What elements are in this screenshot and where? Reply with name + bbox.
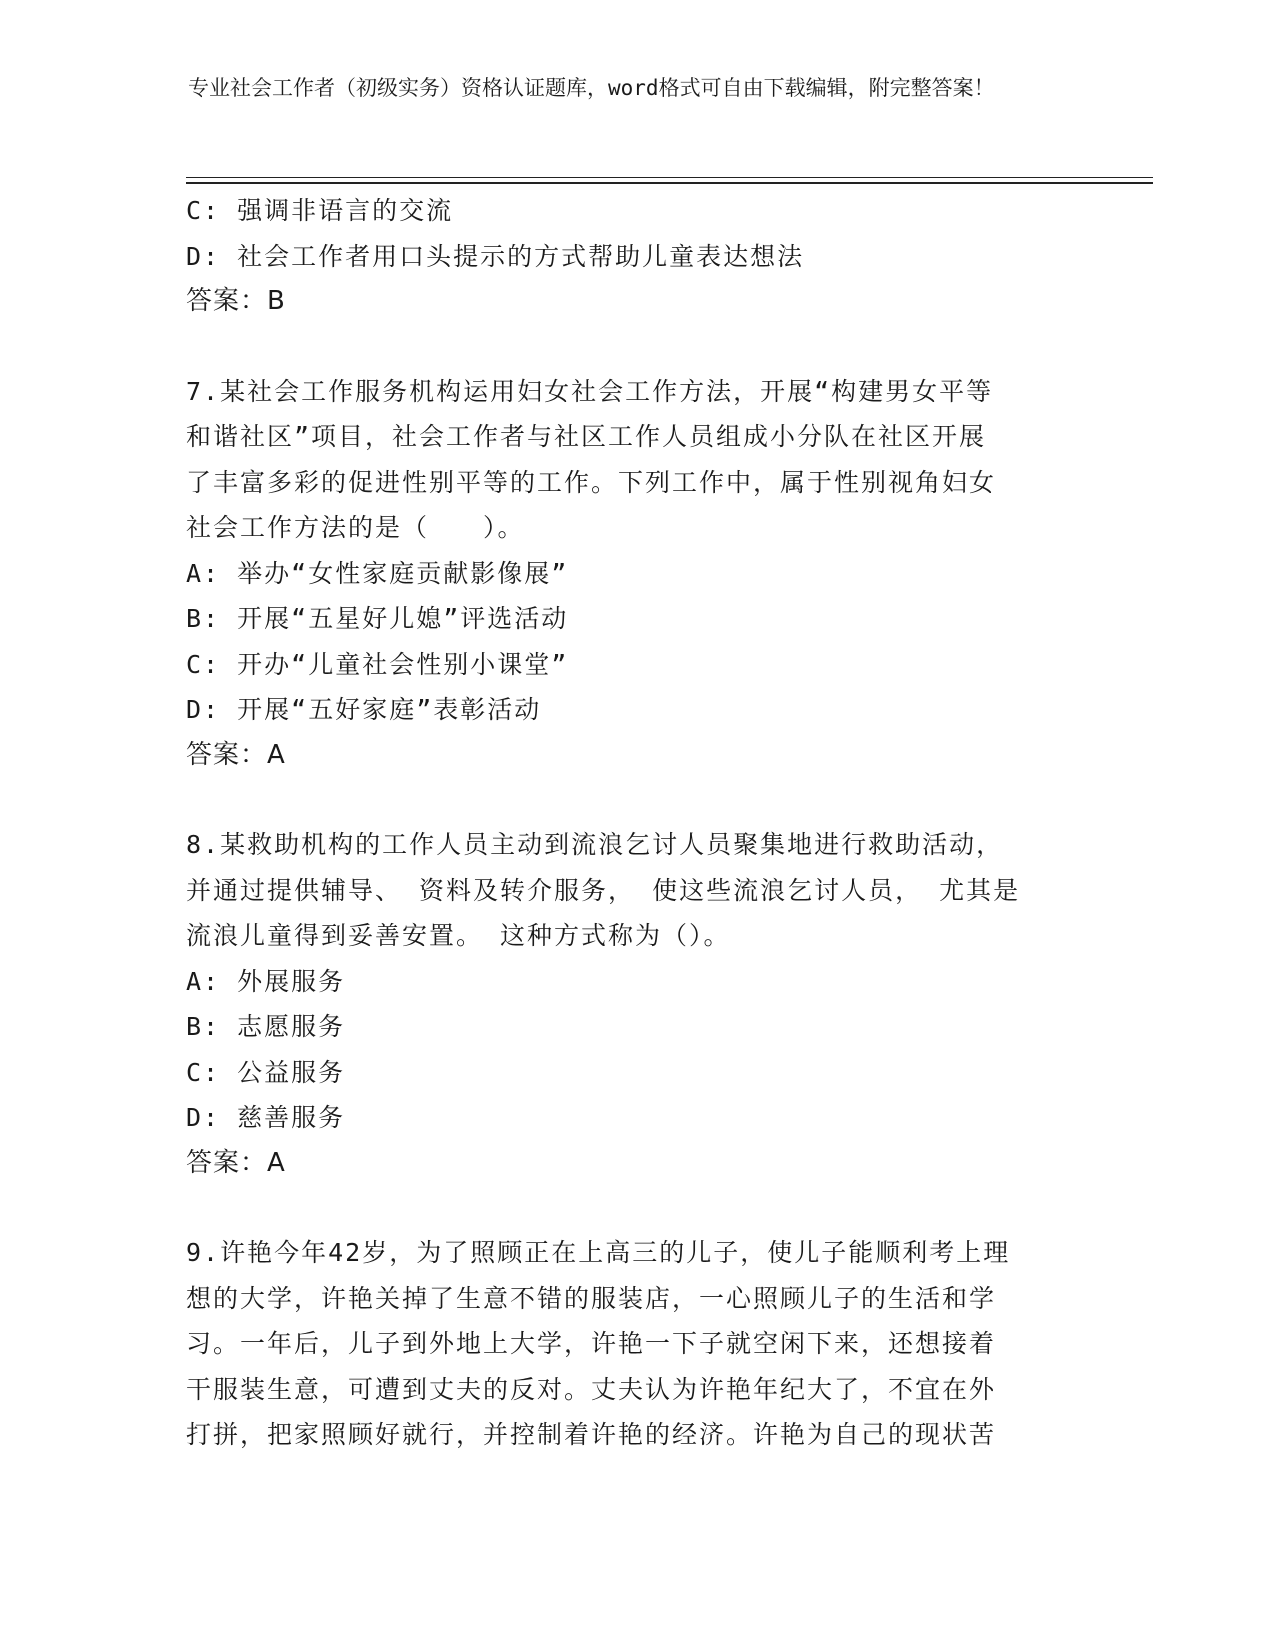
answer: 答案：B	[186, 286, 286, 316]
document-header	[188, 73, 1068, 104]
option-b: B: 志愿服务	[186, 1012, 346, 1041]
option-d: D: 慈善服务	[186, 1103, 346, 1132]
question-stem-line: 流浪儿童得到妥善安置。 这种方式称为（）。	[186, 921, 731, 950]
question-content	[186, 188, 1086, 1458]
option-b: B: 开展“五星好儿媳”评选活动	[186, 604, 569, 633]
option-d: D: 开展“五好家庭”表彰活动	[186, 695, 542, 724]
option-c: C: 强调非语言的交流	[186, 196, 454, 225]
option-a: A: 举办“女性家庭贡献影像展”	[186, 558, 569, 588]
option-c: C: 公益服务	[186, 1057, 346, 1087]
question-stem-line: 和谐社区”项目，社会工作者与社区工作人员组成小分队在社区开展	[186, 422, 987, 451]
header-rule-thick	[186, 182, 1153, 184]
carryover-question	[186, 188, 1086, 325]
spacer	[186, 778, 1086, 822]
question-stem-line: 7.某社会工作服务机构运用妇女社会工作方法，开展“构建男女平等	[186, 376, 994, 406]
question-stem-line: 习。一年后，儿子到外地上大学，许艳一下子就空闲下来，还想接着	[186, 1329, 997, 1358]
spacer	[186, 325, 1086, 369]
question-stem-line: 并通过提供辅导、 资料及转介服务， 使这些流浪乞讨人员， 尤其是	[186, 875, 1021, 905]
question-9	[186, 1230, 1086, 1458]
question-stem-line: 想的大学，许艳关掉了生意不错的服装店，一心照顾儿子的生活和学	[186, 1283, 997, 1313]
option-d: D: 社会工作者用口头提示的方式帮助儿童表达想法	[186, 241, 805, 271]
header-rule-thin	[186, 177, 1153, 178]
question-stem-line: 干服装生意，可遭到丈夫的反对。丈夫认为许艳年纪大了，不宜在外	[186, 1374, 997, 1404]
spacer	[186, 1186, 1086, 1230]
answer: 答案：A	[186, 1147, 286, 1178]
header-text: 专业社会工作者（初级实务）资格认证题库，word格式可自由下载编辑，附完整答案！	[188, 76, 995, 100]
question-8	[186, 822, 1086, 1186]
option-a: A: 外展服务	[186, 966, 346, 996]
question-stem-line: 打拼，把家照顾好就行，并控制着许艳的经济。许艳为自己的现状苦	[186, 1420, 997, 1449]
question-stem-line: 了丰富多彩的促进性别平等的工作。下列工作中，属于性别视角妇女	[186, 467, 997, 497]
question-7	[186, 369, 1086, 779]
answer: 答案：A	[186, 739, 286, 770]
option-c: C: 开办“儿童社会性别小课堂”	[186, 649, 569, 679]
question-stem-line: 社会工作方法的是（ ）。	[186, 513, 525, 542]
question-stem-line: 9.许艳今年42岁，为了照顾正在上高三的儿子，使儿子能顺利考上理	[186, 1238, 1011, 1267]
question-stem-line: 8.某救助机构的工作人员主动到流浪乞讨人员聚集地进行救助活动，	[186, 830, 1004, 859]
